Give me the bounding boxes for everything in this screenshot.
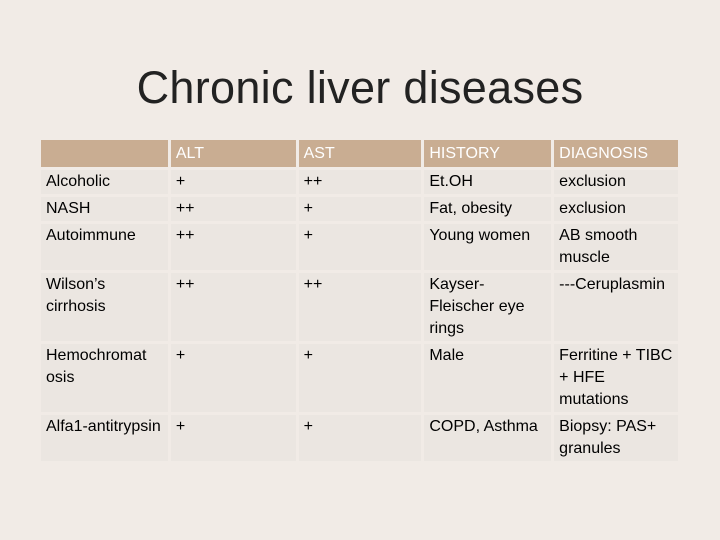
table-row <box>41 415 678 461</box>
cell-history: COPD, Asthma <box>424 415 551 461</box>
cell-diagnosis: Ferritine + TIBC + HFE mutations <box>554 344 678 412</box>
table-row <box>41 344 678 412</box>
table-row <box>41 197 678 221</box>
cell-ast: ++ <box>299 273 422 341</box>
cell-history: Young women <box>424 224 551 270</box>
cell-disease: Hemochromat osis <box>41 344 168 412</box>
cell-disease: Autoimmune <box>41 224 168 270</box>
table-row <box>41 273 678 341</box>
header-cell-ast: AST <box>299 140 422 167</box>
table-row <box>41 170 678 194</box>
cell-disease: Alfa1-antitrypsin <box>41 415 168 461</box>
cell-history: Fat, obesity <box>424 197 551 221</box>
liver-disease-table <box>38 137 681 464</box>
cell-diagnosis: ---Ceruplasmin <box>554 273 678 341</box>
cell-diagnosis: Biopsy: PAS+ granules <box>554 415 678 461</box>
table-header-row <box>41 140 678 167</box>
cell-diagnosis: exclusion <box>554 170 678 194</box>
cell-ast: + <box>299 197 422 221</box>
cell-alt: + <box>171 415 296 461</box>
cell-ast: ++ <box>299 170 422 194</box>
table-row <box>41 224 678 270</box>
cell-ast: + <box>299 224 422 270</box>
cell-alt: ++ <box>171 224 296 270</box>
header-cell-history: HISTORY <box>424 140 551 167</box>
cell-ast: + <box>299 344 422 412</box>
header-cell-corner <box>41 140 168 167</box>
cell-diagnosis: exclusion <box>554 197 678 221</box>
cell-ast: + <box>299 415 422 461</box>
cell-alt: ++ <box>171 197 296 221</box>
slide-title: Chronic liver diseases <box>136 62 584 113</box>
cell-diagnosis: AB smooth muscle <box>554 224 678 270</box>
cell-history: Et.OH <box>424 170 551 194</box>
cell-disease: Wilson’s cirrhosis <box>41 273 168 341</box>
header-cell-diagnosis: DIAGNOSIS <box>554 140 678 167</box>
cell-disease: NASH <box>41 197 168 221</box>
cell-disease: Alcoholic <box>41 170 168 194</box>
cell-history: Male <box>424 344 551 412</box>
cell-alt: + <box>171 344 296 412</box>
cell-alt: ++ <box>171 273 296 341</box>
cell-alt: + <box>171 170 296 194</box>
cell-history: Kayser-Fleischer eye rings <box>424 273 551 341</box>
header-cell-alt: ALT <box>171 140 296 167</box>
